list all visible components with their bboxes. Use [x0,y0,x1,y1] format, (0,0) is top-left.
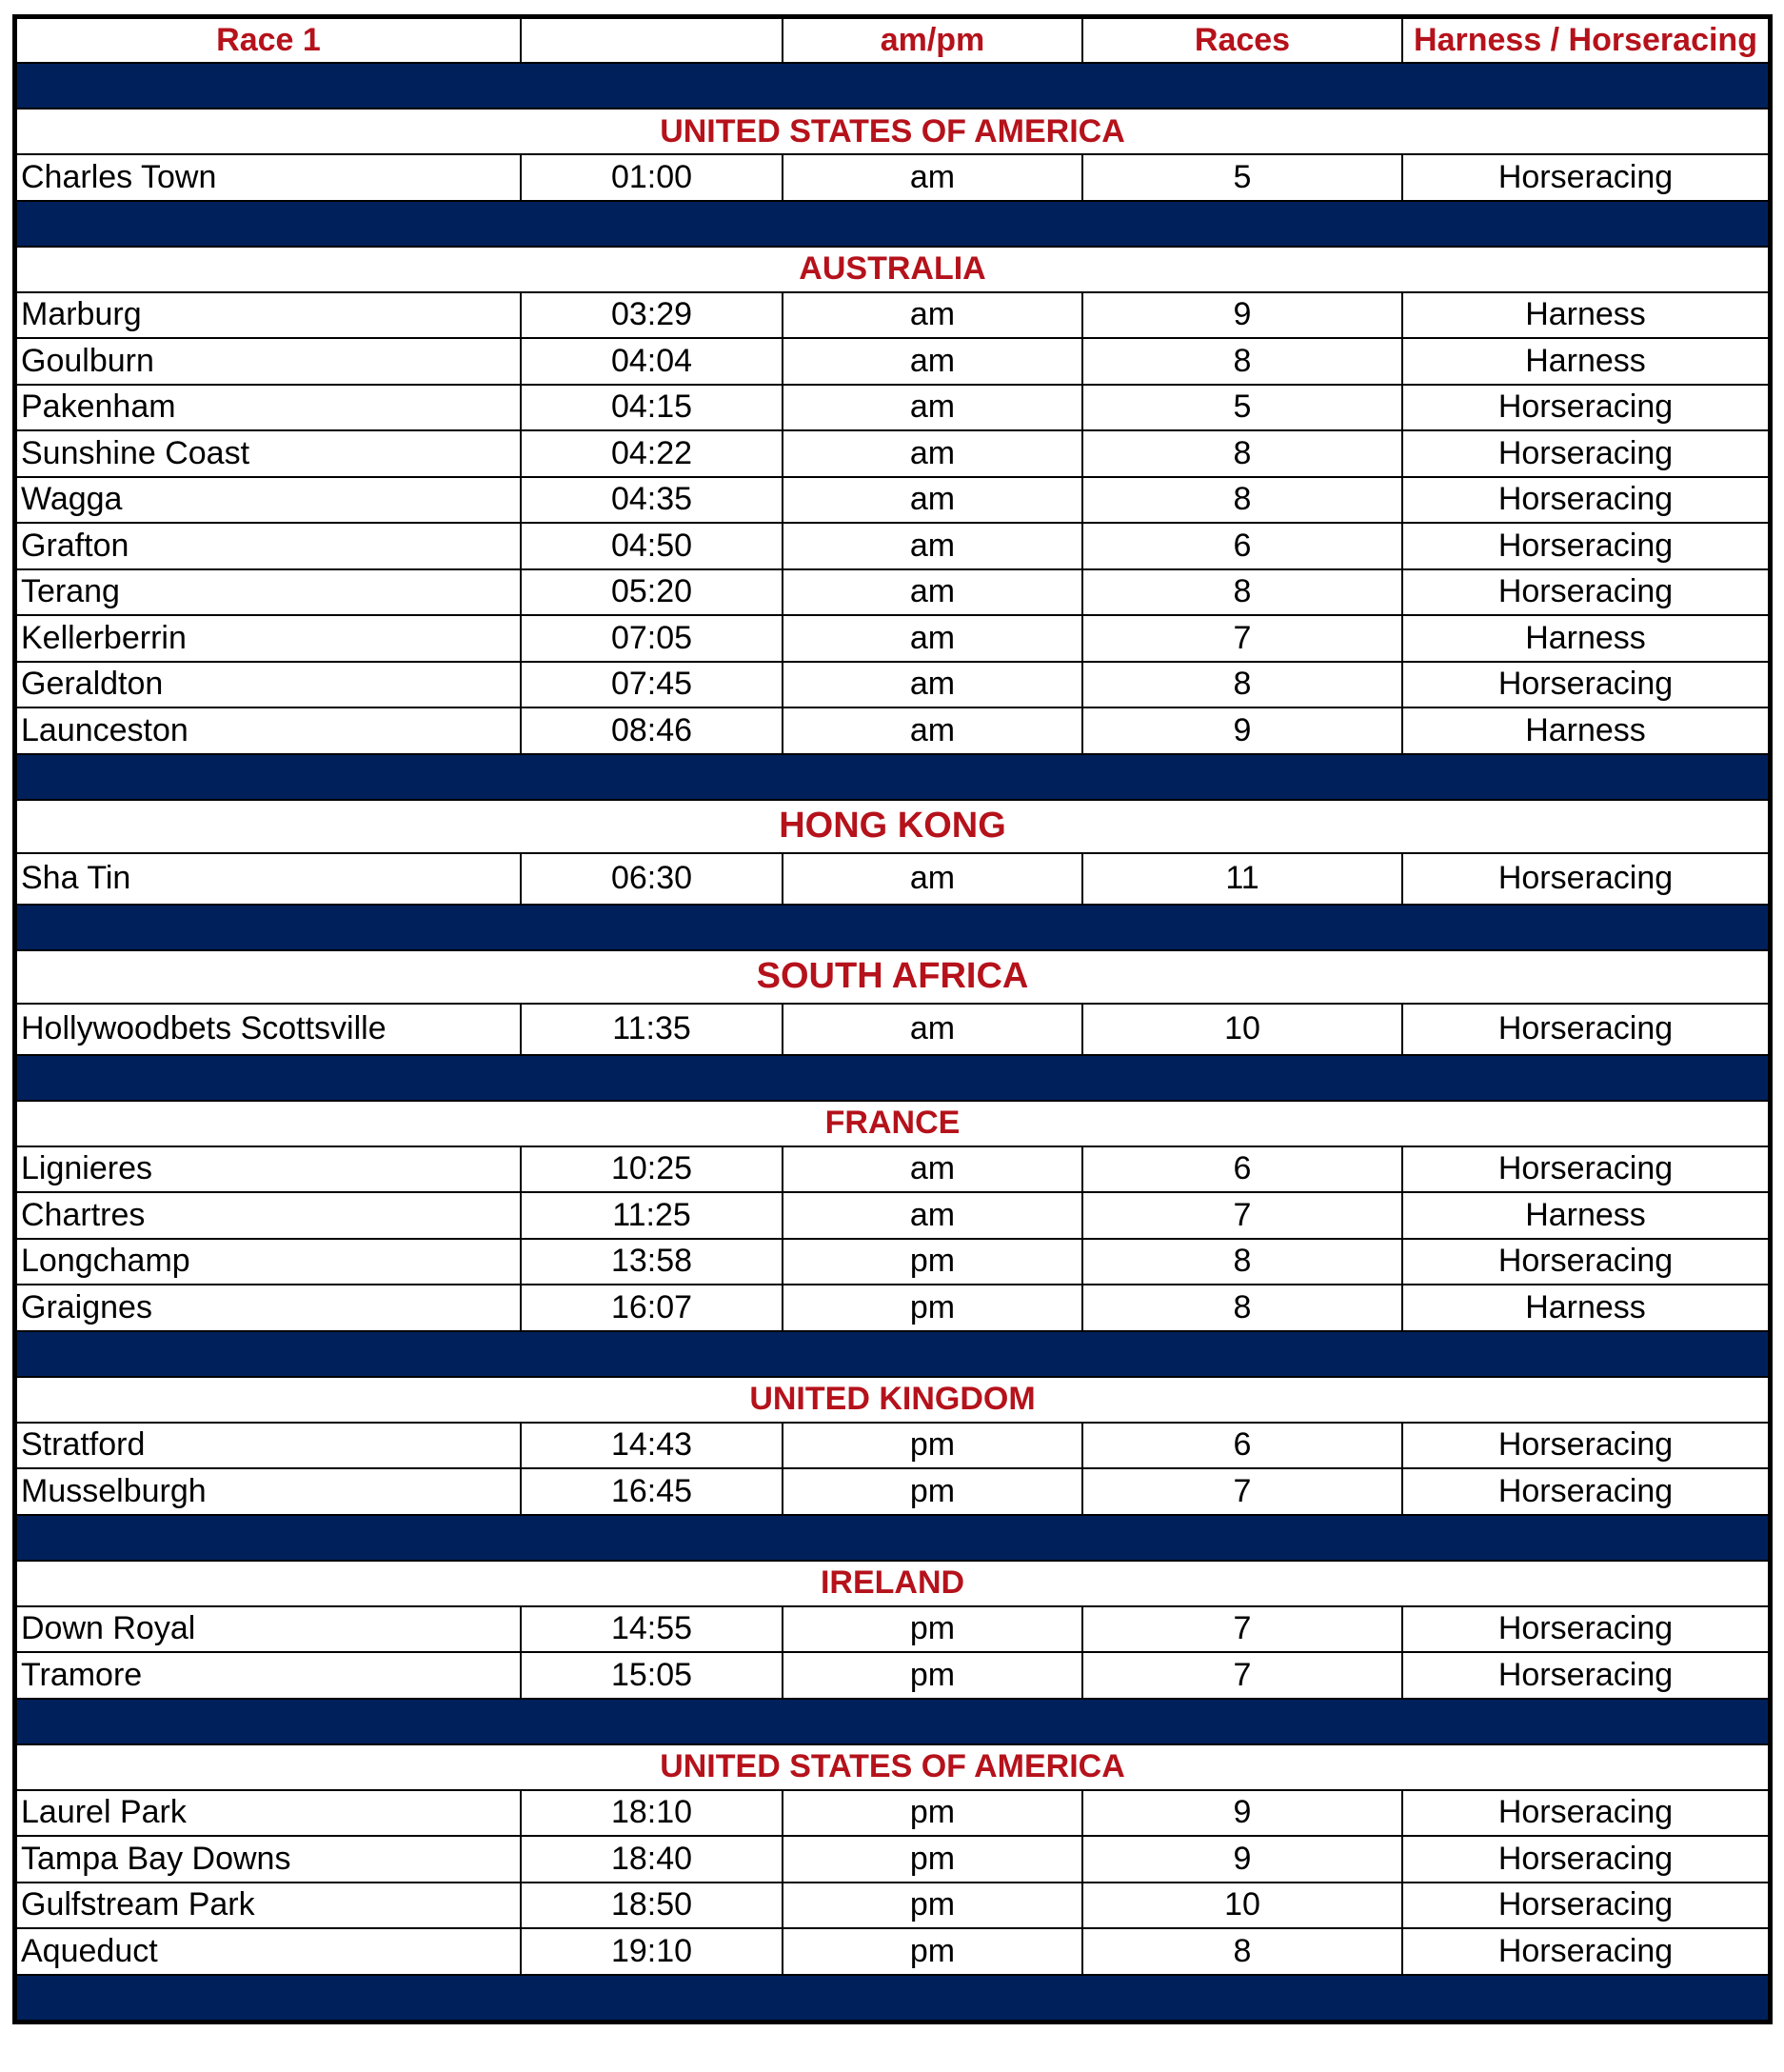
country-heading: UNITED STATES OF AMERICA [16,1744,1769,1790]
am-pm-cell: am [783,1146,1082,1193]
races-cell: 8 [1082,1239,1402,1285]
divider-band [16,1975,1769,2021]
table-row [16,292,1769,339]
divider-band-cell [16,1331,1769,1377]
country-heading: UNITED STATES OF AMERICA [16,109,1769,154]
table-row [16,523,1769,569]
am-pm-cell: am [783,853,1082,905]
table-row [16,477,1769,524]
am-pm-cell: am [783,1192,1082,1239]
country-heading: HONG KONG [16,800,1769,853]
venue-cell: Sha Tin [16,853,521,905]
time-cell: 05:20 [521,569,783,616]
am-pm-cell: pm [783,1423,1082,1469]
venue-cell: Gulfstream Park [16,1883,521,1929]
race-type-cell: Horseracing [1402,477,1769,524]
am-pm-cell: am [783,569,1082,616]
divider-band-cell [16,754,1769,800]
races-cell: 6 [1082,523,1402,569]
races-cell: 8 [1082,430,1402,477]
am-pm-cell: pm [783,1883,1082,1929]
venue-cell: Stratford [16,1423,521,1469]
country-heading-row [16,1744,1769,1790]
time-cell: 18:50 [521,1883,783,1929]
races-cell: 9 [1082,1836,1402,1883]
venue-cell: Geraldton [16,662,521,708]
races-cell: 10 [1082,1004,1402,1055]
time-cell: 13:58 [521,1239,783,1285]
schedule-body [16,63,1769,2021]
race-schedule-sheet [12,14,1773,2024]
venue-cell: Marburg [16,292,521,339]
country-heading-row [16,109,1769,154]
time-cell: 04:35 [521,477,783,524]
country-heading-row [16,247,1769,292]
venue-cell: Wagga [16,477,521,524]
time-cell: 11:35 [521,1004,783,1055]
time-cell: 19:10 [521,1928,783,1975]
race-type-cell: Horseracing [1402,523,1769,569]
time-cell: 04:22 [521,430,783,477]
venue-cell: Graignes [16,1285,521,1331]
header-race-1: Race 1 [16,18,521,63]
divider-band-cell [16,1055,1769,1101]
venue-cell: Lignieres [16,1146,521,1193]
divider-band [16,1331,1769,1377]
am-pm-cell: pm [783,1285,1082,1331]
table-row [16,1239,1769,1285]
race-type-cell: Harness [1402,707,1769,754]
race-type-cell: Horseracing [1402,569,1769,616]
table-row [16,1606,1769,1653]
race-type-cell: Horseracing [1402,1652,1769,1699]
venue-cell: Kellerberrin [16,615,521,662]
am-pm-cell: am [783,292,1082,339]
am-pm-cell: am [783,154,1082,201]
divider-band [16,201,1769,247]
divider-band [16,905,1769,950]
am-pm-cell: pm [783,1652,1082,1699]
time-cell: 08:46 [521,707,783,754]
time-cell: 18:40 [521,1836,783,1883]
races-cell: 7 [1082,1652,1402,1699]
races-cell: 8 [1082,1285,1402,1331]
divider-band-cell [16,1975,1769,2021]
race-type-cell: Horseracing [1402,1239,1769,1285]
race-type-cell: Harness [1402,615,1769,662]
races-cell: 9 [1082,1790,1402,1837]
races-cell: 7 [1082,615,1402,662]
venue-cell: Grafton [16,523,521,569]
am-pm-cell: am [783,707,1082,754]
venue-cell: Aqueduct [16,1928,521,1975]
venue-cell: Terang [16,569,521,616]
time-cell: 14:43 [521,1423,783,1469]
table-row [16,1790,1769,1837]
country-heading-row [16,1561,1769,1606]
race-type-cell: Horseracing [1402,1928,1769,1975]
race-type-cell: Horseracing [1402,430,1769,477]
divider-band-cell [16,1699,1769,1744]
race-type-cell: Horseracing [1402,1883,1769,1929]
table-row [16,338,1769,385]
table-row [16,707,1769,754]
divider-band [16,754,1769,800]
race-type-cell: Harness [1402,338,1769,385]
table-row [16,154,1769,201]
race-type-cell: Horseracing [1402,1468,1769,1515]
header-races: Races [1082,18,1402,63]
time-cell: 14:55 [521,1606,783,1653]
divider-band-cell [16,905,1769,950]
race-type-cell: Horseracing [1402,1790,1769,1837]
country-heading: SOUTH AFRICA [16,950,1769,1004]
race-type-cell: Horseracing [1402,1146,1769,1193]
race-type-cell: Horseracing [1402,1606,1769,1653]
divider-band-cell [16,201,1769,247]
am-pm-cell: pm [783,1790,1082,1837]
venue-cell: Tampa Bay Downs [16,1836,521,1883]
races-cell: 7 [1082,1192,1402,1239]
venue-cell: Down Royal [16,1606,521,1653]
table-row [16,385,1769,431]
time-cell: 11:25 [521,1192,783,1239]
race-schedule-table [15,17,1770,2022]
am-pm-cell: am [783,477,1082,524]
divider-band-cell [16,1515,1769,1561]
country-heading: FRANCE [16,1101,1769,1146]
venue-cell: Sunshine Coast [16,430,521,477]
am-pm-cell: pm [783,1606,1082,1653]
race-type-cell: Horseracing [1402,662,1769,708]
time-cell: 16:07 [521,1285,783,1331]
races-cell: 11 [1082,853,1402,905]
table-row [16,1652,1769,1699]
am-pm-cell: am [783,615,1082,662]
table-row [16,615,1769,662]
time-cell: 04:04 [521,338,783,385]
country-heading-row [16,950,1769,1004]
header-row [16,18,1769,63]
table-row [16,853,1769,905]
table-row [16,1423,1769,1469]
am-pm-cell: am [783,430,1082,477]
races-cell: 8 [1082,477,1402,524]
venue-cell: Launceston [16,707,521,754]
divider-band [16,1055,1769,1101]
race-type-cell: Horseracing [1402,853,1769,905]
time-cell: 04:15 [521,385,783,431]
venue-cell: Charles Town [16,154,521,201]
race-type-cell: Horseracing [1402,1836,1769,1883]
venue-cell: Chartres [16,1192,521,1239]
races-cell: 10 [1082,1883,1402,1929]
country-heading: UNITED KINGDOM [16,1377,1769,1423]
header-race-type: Harness / Horseracing [1402,18,1769,63]
races-cell: 9 [1082,292,1402,339]
table-row [16,1146,1769,1193]
time-cell: 10:25 [521,1146,783,1193]
races-cell: 7 [1082,1468,1402,1515]
time-cell: 15:05 [521,1652,783,1699]
country-heading: IRELAND [16,1561,1769,1606]
race-type-cell: Horseracing [1402,385,1769,431]
time-cell: 07:45 [521,662,783,708]
am-pm-cell: pm [783,1836,1082,1883]
table-row [16,1836,1769,1883]
am-pm-cell: pm [783,1468,1082,1515]
table-row [16,1928,1769,1975]
country-heading: AUSTRALIA [16,247,1769,292]
am-pm-cell: am [783,523,1082,569]
table-row [16,1468,1769,1515]
races-cell: 8 [1082,662,1402,708]
am-pm-cell: pm [783,1239,1082,1285]
table-row [16,1883,1769,1929]
am-pm-cell: pm [783,1928,1082,1975]
venue-cell: Hollywoodbets Scottsville [16,1004,521,1055]
country-heading-row [16,800,1769,853]
race-type-cell: Horseracing [1402,1423,1769,1469]
time-cell: 07:05 [521,615,783,662]
divider-band [16,1699,1769,1744]
venue-cell: Pakenham [16,385,521,431]
races-cell: 6 [1082,1146,1402,1193]
time-cell: 06:30 [521,853,783,905]
races-cell: 7 [1082,1606,1402,1653]
header-blank [521,18,783,63]
race-type-cell: Harness [1402,1285,1769,1331]
am-pm-cell: am [783,385,1082,431]
time-cell: 04:50 [521,523,783,569]
country-heading-row [16,1101,1769,1146]
venue-cell: Laurel Park [16,1790,521,1837]
table-row [16,1192,1769,1239]
venue-cell: Tramore [16,1652,521,1699]
races-cell: 8 [1082,1928,1402,1975]
time-cell: 03:29 [521,292,783,339]
country-heading-row [16,1377,1769,1423]
am-pm-cell: am [783,1004,1082,1055]
table-row [16,662,1769,708]
table-row [16,1004,1769,1055]
races-cell: 5 [1082,385,1402,431]
divider-band-cell [16,63,1769,109]
race-type-cell: Horseracing [1402,1004,1769,1055]
time-cell: 01:00 [521,154,783,201]
table-row [16,1285,1769,1331]
race-type-cell: Harness [1402,292,1769,339]
races-cell: 5 [1082,154,1402,201]
race-type-cell: Harness [1402,1192,1769,1239]
venue-cell: Longchamp [16,1239,521,1285]
venue-cell: Goulburn [16,338,521,385]
am-pm-cell: am [783,338,1082,385]
divider-band [16,63,1769,109]
races-cell: 6 [1082,1423,1402,1469]
header-am-pm: am/pm [783,18,1082,63]
divider-band [16,1515,1769,1561]
venue-cell: Musselburgh [16,1468,521,1515]
table-row [16,569,1769,616]
race-type-cell: Horseracing [1402,154,1769,201]
races-cell: 8 [1082,569,1402,616]
races-cell: 8 [1082,338,1402,385]
table-row [16,430,1769,477]
time-cell: 16:45 [521,1468,783,1515]
am-pm-cell: am [783,662,1082,708]
time-cell: 18:10 [521,1790,783,1837]
races-cell: 9 [1082,707,1402,754]
